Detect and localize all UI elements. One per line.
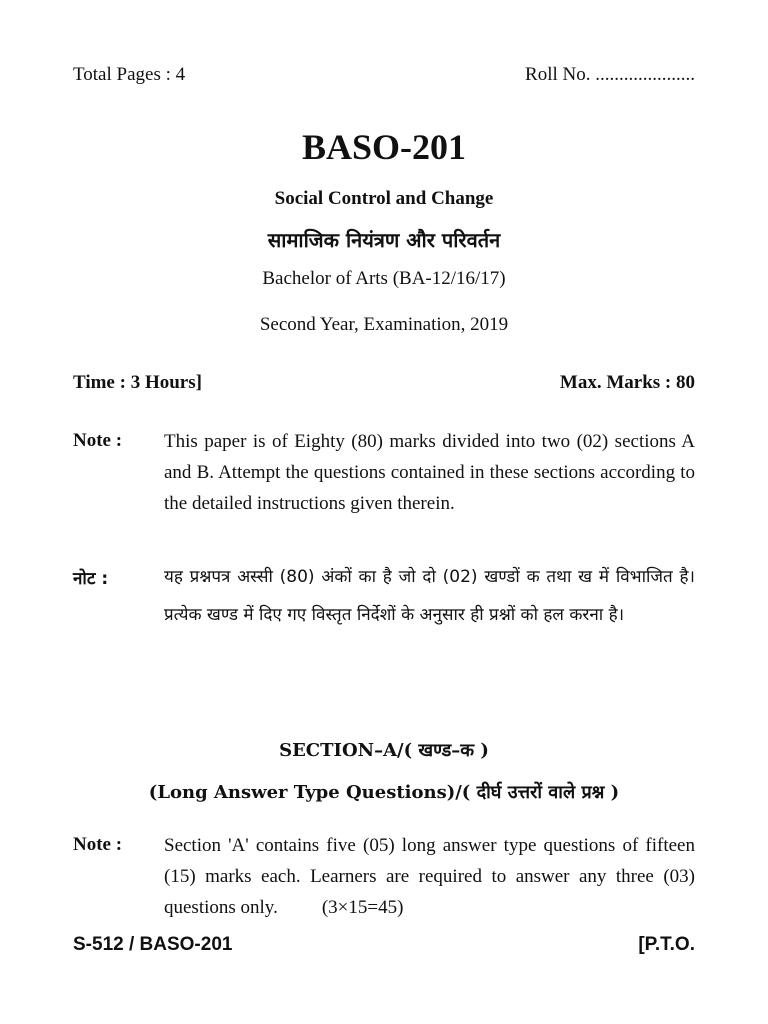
total-pages: Total Pages : 4 — [73, 64, 186, 85]
note-hindi-text: यह प्रश्नपत्र अस्सी (80) अंकों का है जो दो (02) खण्डों क तथा ख में विभाजित है। प्रत्येक खण्ड में दिए गए विस्तृत निर्देशों के अनुसार ही प्रश्नों को हल करना है। — [164, 567, 695, 625]
time-allowed: Time : 3 Hours] — [73, 372, 202, 393]
subject-hindi: सामाजिक नियंत्रण और परिवर्तन — [267, 228, 501, 252]
note-english-text: This paper is of Eighty (80) marks divided into two (02) sections A and B. Attempt the questions contained in these sections according to the detailed instructions given therein. — [164, 431, 695, 514]
section-note-text — [164, 830, 695, 923]
note-hindi-label: नोट : — [73, 569, 109, 589]
roll-number: Roll No. ..................... — [525, 64, 695, 85]
footer-row — [73, 934, 695, 956]
header-row — [73, 64, 695, 86]
section-heading-text: SECTION–A/( खण्ड–क ) — [279, 740, 489, 761]
section-subheading — [0, 780, 768, 804]
section-heading — [0, 738, 768, 762]
subject-english: Social Control and Change — [274, 188, 494, 209]
max-marks: Max. Marks : 80 — [559, 372, 695, 393]
footer-code: S-512 / BASO-201 — [73, 934, 233, 955]
exam-year: Second Year, Examination, 2019 — [259, 314, 509, 335]
note-label: Note : — [73, 430, 123, 451]
section-subheading-text: (Long Answer Type Questions)/( दीर्घ उत्तरों वाले प्रश्न ) — [148, 782, 620, 803]
page-turn-over: [P.T.O. — [638, 934, 695, 955]
paper-code: BASO-201 — [301, 127, 467, 167]
section-note-label: Note : — [73, 834, 123, 855]
time-marks-row — [73, 372, 695, 394]
section-marks-scheme: (3×15=45) — [321, 897, 404, 918]
section-note-body: Section 'A' contains five (05) long answer type questions of fifteen (15) marks each. Learners are required to answer any three (03) questions only. — [164, 835, 695, 918]
programme: Bachelor of Arts (BA-12/16/17) — [262, 268, 506, 289]
